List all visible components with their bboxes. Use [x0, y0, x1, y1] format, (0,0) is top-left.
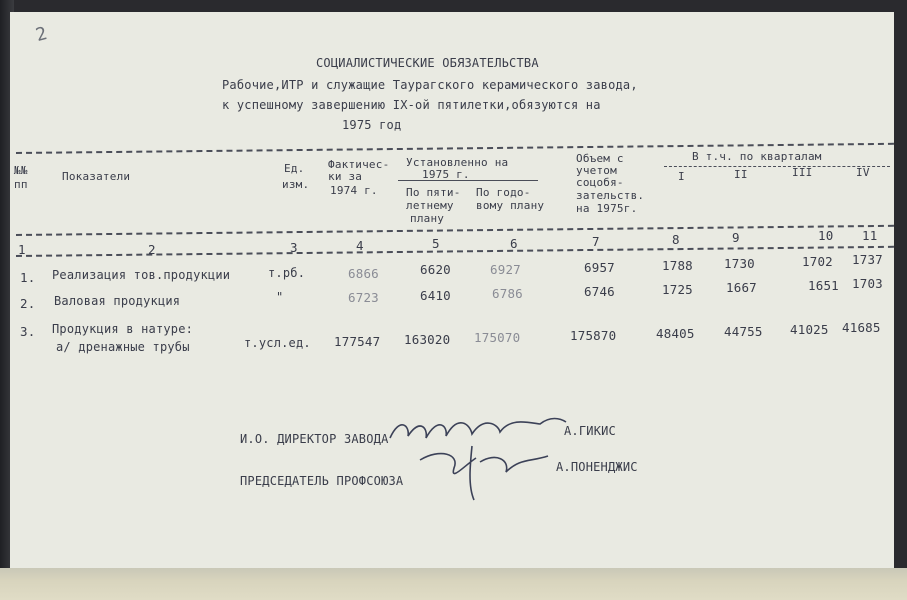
- col-vol-4: зательств.: [576, 189, 645, 202]
- colnum-1: 1: [18, 242, 26, 257]
- header-line-1: Рабочие,ИТР и служащие Таурагского керамического завода,: [222, 78, 638, 92]
- row-actual-1974: 6866: [348, 266, 379, 281]
- col-plan5-3: плану: [410, 212, 445, 225]
- row-unit: т.усл.ед.: [244, 336, 311, 350]
- row-volume-1975: 6746: [584, 284, 615, 299]
- director-signature: [390, 419, 566, 439]
- row-q1: 1725: [662, 282, 693, 297]
- row-five-year-plan: 6410: [420, 288, 451, 303]
- col-plany-1: По годо-: [476, 186, 531, 199]
- col-q2: II: [734, 168, 748, 181]
- union-chair-title: ПРЕДСЕДАТЕЛЬ ПРОФСОЮЗА: [240, 474, 404, 488]
- colnum-2: 2: [148, 242, 156, 257]
- col-plany-2: вому плану: [476, 199, 545, 212]
- row-q3: 41025: [790, 322, 829, 337]
- col-q4: IV: [856, 166, 870, 179]
- row-q4: 1703: [852, 276, 883, 291]
- row-q1: 1788: [662, 258, 693, 273]
- row-num: 1.: [20, 270, 36, 285]
- colnum-11: 11: [862, 228, 878, 243]
- director-title: И.О. ДИРЕКТОР ЗАВОДА: [240, 432, 389, 446]
- row-indicator-sub: а/ дренажные трубы: [56, 340, 190, 354]
- row-q2: 1730: [724, 256, 755, 271]
- row-q2: 44755: [724, 324, 763, 339]
- col-vol-3: соцобя-: [576, 176, 624, 189]
- col-actual-3: 1974 г.: [330, 184, 378, 197]
- row-annual-plan: 6927: [490, 262, 521, 277]
- col-indicator: Показатели: [62, 170, 131, 183]
- row-q2: 1667: [726, 280, 757, 295]
- document-title: СОЦИАЛИСТИЧЕСКИЕ ОБЯЗАТЕЛЬСТВА: [316, 56, 539, 70]
- colnum-3: 3: [290, 240, 298, 255]
- row-indicator: Продукция в натуре:: [52, 322, 194, 336]
- row-num: 2.: [20, 296, 36, 311]
- row-actual-1974: 177547: [334, 334, 381, 349]
- chair-signature: [420, 446, 548, 500]
- col-vol-5: на 1975г.: [576, 202, 638, 215]
- row-q4: 1737: [852, 252, 883, 267]
- col-actual-2: ки за: [328, 170, 363, 183]
- row-q3: 1651: [808, 278, 839, 293]
- row-unit: т.рб.: [268, 266, 306, 280]
- director-name: А.ГИКИС: [564, 424, 616, 438]
- col-set-2: 1975 г.: [422, 168, 470, 181]
- header-line-2: к успешному завершению IX-ой пятилетки,обязуются на: [222, 98, 601, 112]
- col-num-top: №№: [14, 164, 28, 177]
- row-indicator: Реализация тов.продукции: [52, 268, 231, 282]
- pencil-page-mark: 2: [33, 22, 50, 47]
- col-vol-1: Объем с: [576, 152, 624, 165]
- col-unit-top: Ед.: [284, 162, 305, 175]
- col-plan5-1: По пяти-: [406, 186, 461, 199]
- colnum-6: 6: [510, 236, 518, 251]
- row-five-year-plan: 163020: [404, 332, 451, 347]
- colnum-9: 9: [732, 230, 740, 245]
- row-q1: 48405: [656, 326, 695, 341]
- col-plan5-2: летнему: [406, 199, 454, 212]
- union-chair-name: А.ПОНЕНДЖИС: [556, 460, 638, 474]
- handwritten-signatures: [380, 396, 580, 506]
- colnum-7: 7: [592, 234, 600, 249]
- col-set-1: Установленно на: [406, 156, 509, 169]
- col-actual-1: Фактичес-: [328, 158, 390, 171]
- row-annual-plan: 6786: [492, 286, 523, 301]
- col-quarters-label: В т.ч. по кварталам: [692, 150, 822, 163]
- row-unit: ": [276, 290, 284, 304]
- colnum-8: 8: [672, 232, 680, 247]
- row-q3: 1702: [802, 254, 833, 269]
- row-annual-plan: 175070: [474, 330, 521, 345]
- col-vol-2: учетом: [576, 164, 617, 177]
- next-page-strip: [0, 568, 907, 600]
- col-q3: III: [792, 166, 813, 179]
- row-five-year-plan: 6620: [420, 262, 451, 277]
- row-volume-1975: 175870: [570, 328, 617, 343]
- col-unit-bottom: изм.: [282, 178, 310, 191]
- colnum-5: 5: [432, 236, 440, 251]
- colnum-4: 4: [356, 238, 364, 253]
- row-volume-1975: 6957: [584, 260, 615, 275]
- col-num-bottom: пп: [14, 178, 28, 191]
- row-indicator: Валовая продукция: [54, 294, 181, 308]
- row-num: 3.: [20, 324, 36, 339]
- colnum-10: 10: [818, 228, 834, 243]
- row-actual-1974: 6723: [348, 290, 379, 305]
- col-q1: I: [678, 170, 685, 183]
- row-q4: 41685: [842, 320, 881, 335]
- header-line-3: 1975 год: [342, 118, 402, 132]
